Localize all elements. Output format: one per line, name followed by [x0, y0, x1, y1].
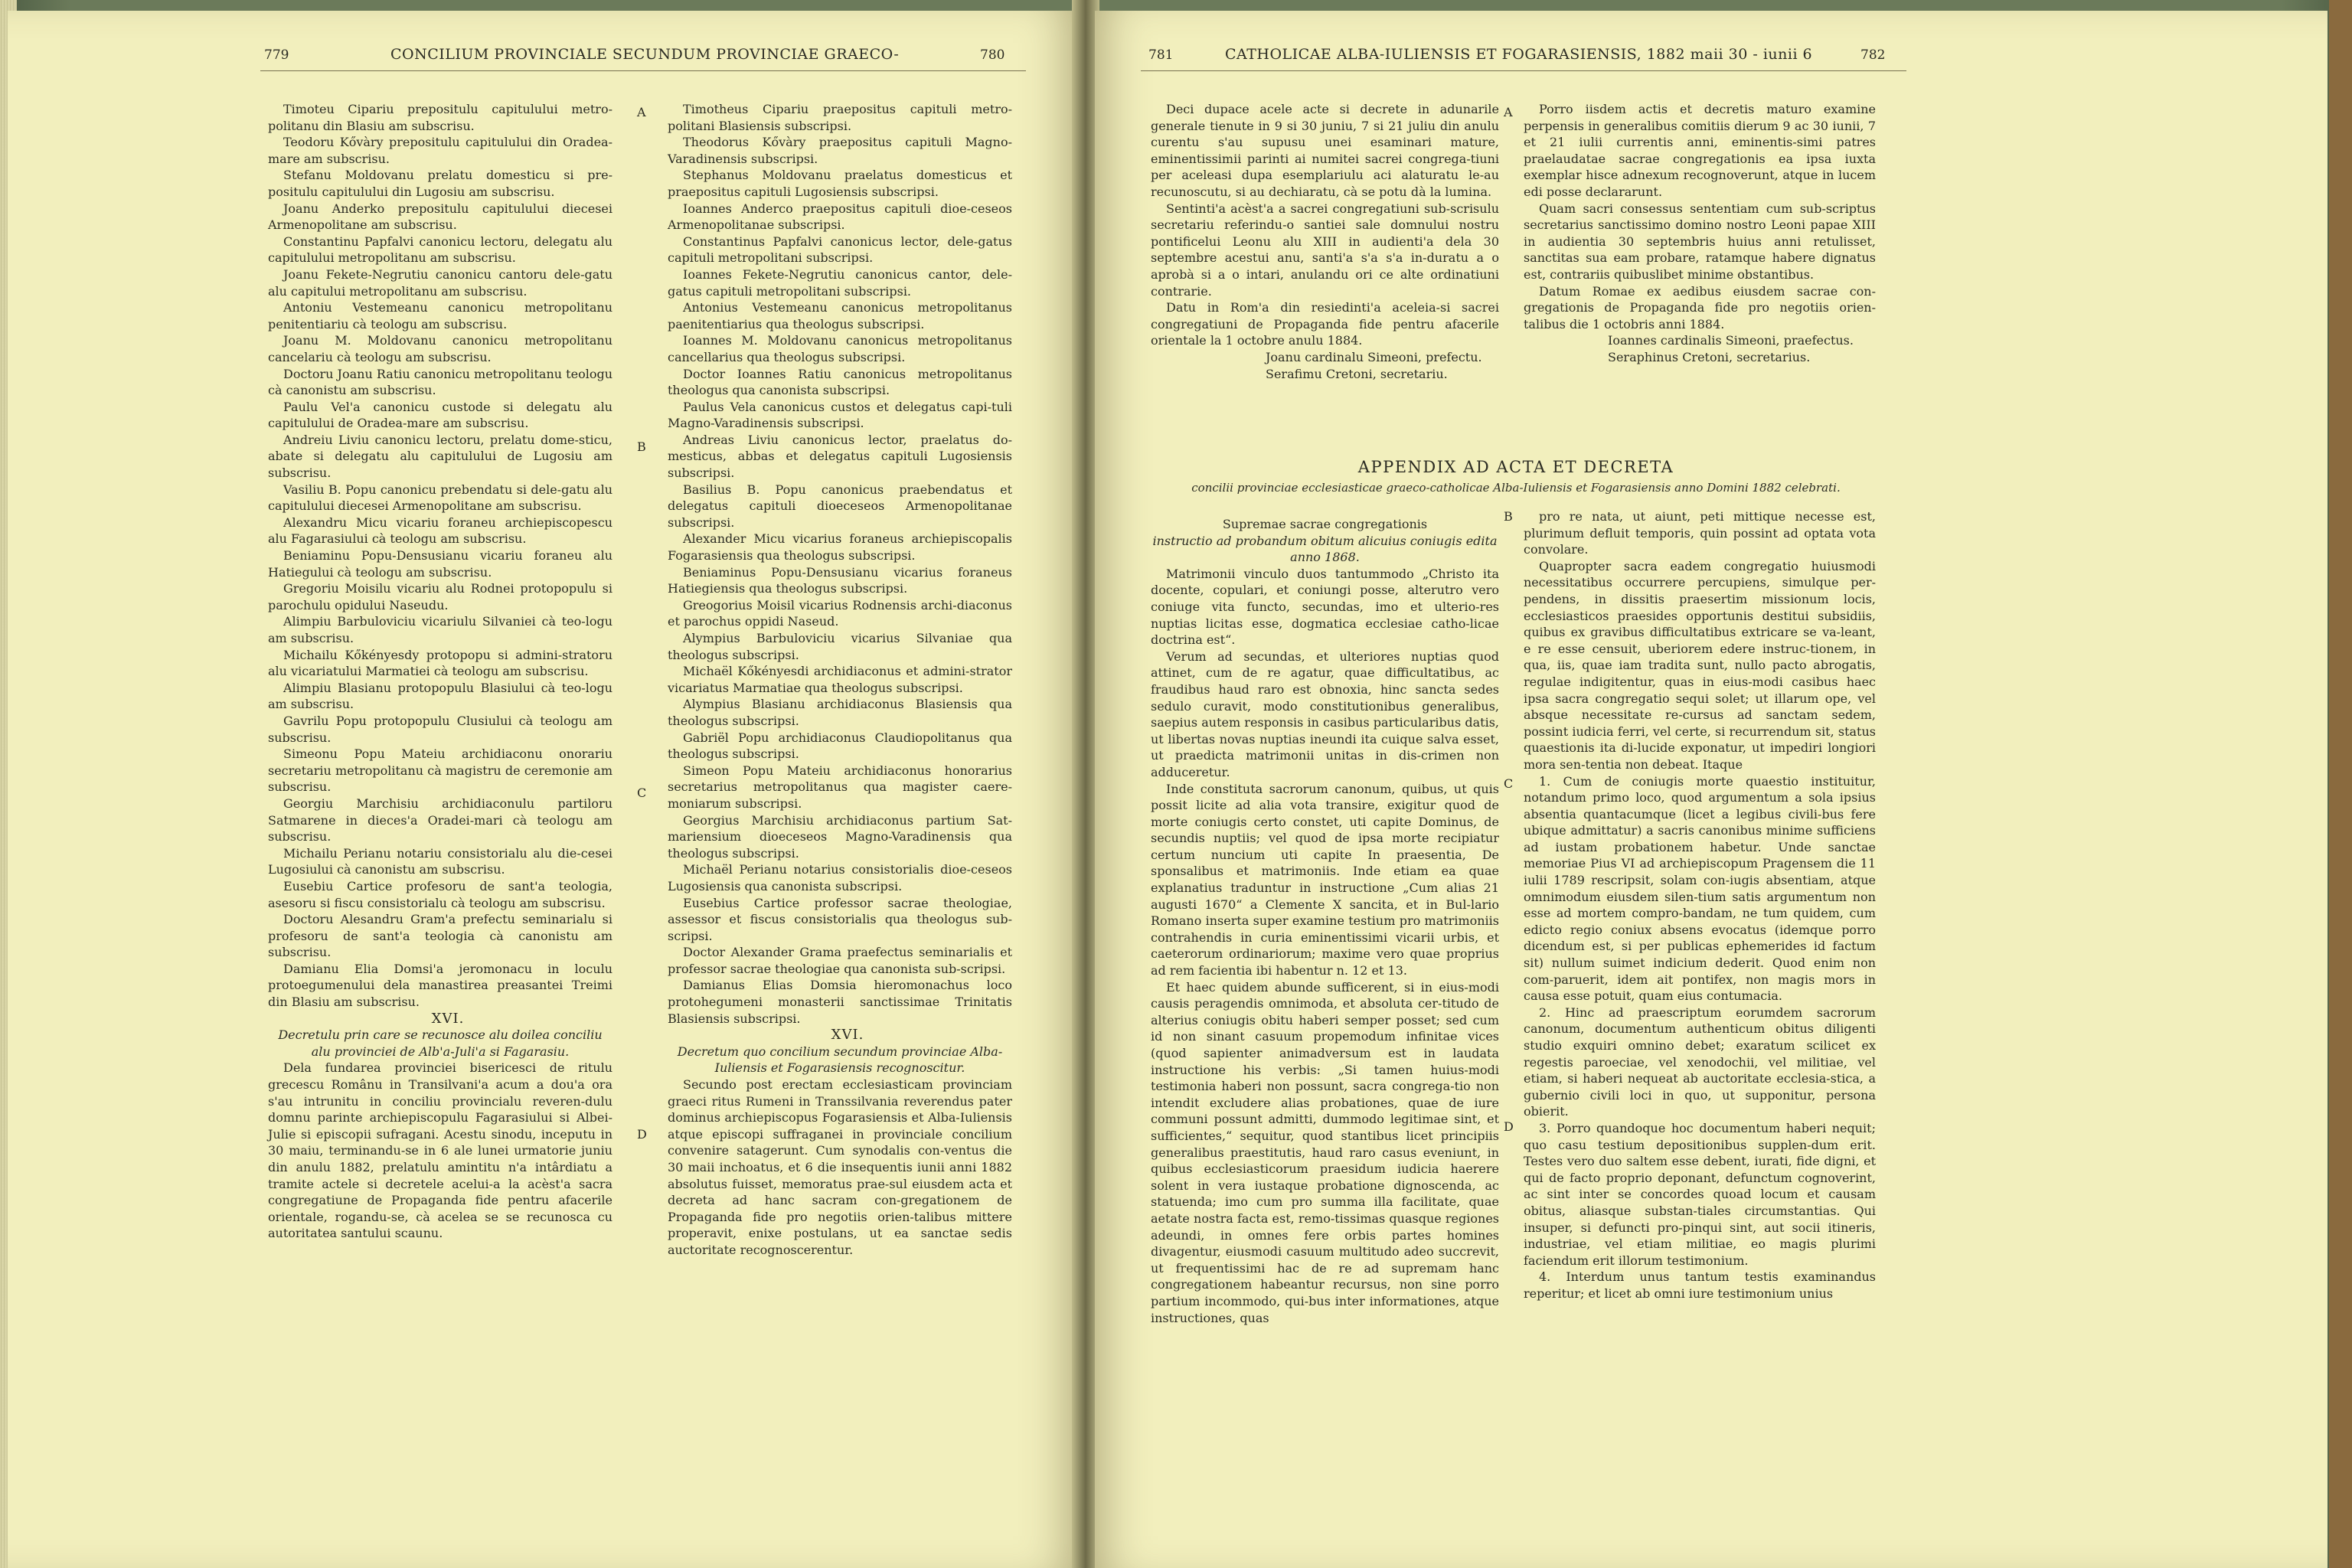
instruction-title: instructio ad probandum obitum alicuius coniugis edita anno 1868.: [1152, 533, 1498, 565]
signature-entry: Eusebiu Cartice profesoru de sant'a teologia, asesoru si fiscu consistorialu cà teologu am subscrisu.: [268, 878, 612, 910]
signature-entry: Constantinu Papfalvi canonicu lectoru, delegatu alu capitulului metropolitanu am subscrisu.: [268, 234, 612, 266]
paragraph: Datu in Rom'a din resiedinti'a aceleia-si sacrei congregatiuni de Propaganda fide pentru afacerile orientale la 1 octobre anulu 1884.: [1151, 300, 1499, 348]
signature-entry: Michailu Perianu notariu consistorialu alu die-cesei Lugosiului cà canonistu am subscrisu.: [268, 845, 612, 877]
paragraph: Porro iisdem actis et decretis maturo examine perpensis in generalibus comitiis dierum 9 ac 30 iunii, 7 et 21 iulii currentis anni, eminentis-simi patres praelaudatae sacrae congregationis ea ipsa iuxta exemplar hisce adnexum recognoverunt, atque in lucem edi posse declararunt.: [1524, 102, 1876, 199]
running-head-right: CATHOLICAE ALBA-IULIENSIS ET FOGARASIENSIS, 1882 maii 30 - iunii 6: [1225, 46, 1813, 63]
signature-entry: Gregoriu Moisilu vicariu alu Rodnei protopopulu si parochulu opidului Naseudu.: [268, 581, 612, 612]
section-number: XVI.: [431, 1010, 465, 1027]
signatory: Ioannes cardinalis Simeoni, praefectus.: [1608, 333, 1854, 348]
signatory: Serafimu Cretoni, secretariu.: [1266, 366, 1448, 381]
left-page: [8, 11, 1076, 1568]
signature-entry: Damianu Elia Domsi'a jeromonacu in loculu protoegumenului dela manastirea preasantei Treimi din Blasiu am subscrisu.: [268, 961, 612, 1010]
signature-entry: Beniaminus Popu-Densusianu vicarius foraneus Hatiegiensis qua theologus subscripsi.: [668, 564, 1012, 596]
paragraph: Inde constituta sacrorum canonum, quibus, ut quis possit licite ad alia vota transire, exigitur quod de morte coniugis certo constet, uti capite Dominus, de secundis nuptiis; vel quod de ipsa morte recipiatur certum nuncium uti capite In praesentia, De sponsalibus et matrimoniis. Inde etiam ea quae explanatius traduntur in instructione „Cum alias 21 augusti 1670“ a Clemente X sancita, et in Bul-lario Romano inserta super examine testium pro matrimoniis contrahendis in curia eminentissimi vicarii urbis, et caeterorum ordinariorum; maxime vero quae proprius ad rem facientia ibi habentur n. 12 et 13.: [1151, 781, 1499, 978]
instruction-heading: Supremae sacrae congregationis: [1222, 517, 1428, 531]
signature-entry: Michaël Perianu notarius consistorialis dioe-ceseos Lugosiensis qua canonista subscripsi.: [668, 862, 1012, 893]
right-top-column-romanian: [1151, 101, 1499, 382]
signature-entry: Gabriël Popu archidiaconus Claudiopolitanus qua theologus subscripsi.: [668, 730, 1012, 762]
paragraph: 4. Interdum unus tantum testis examinandus reperitur; et licet ab omni iure testimonium unius: [1524, 1269, 1876, 1301]
signature-entry: Alexander Micu vicarius foraneus archiepiscopalis Fogarasiensis qua theologus subscripsi.: [668, 531, 1012, 564]
signature-entry: Antonius Vestemeanu canonicus metropolitanus paenitentiarius qua theologus subscripsi.: [668, 300, 1012, 332]
paragraph: Deci dupace acele acte si decrete in adunarile generale tienute in 9 si 30 juniu, 7 si 21 juliu din anulu curentu s'au supusu unei esaminari mature, eminentissimii parinti ai numitei sacrei congrega-tiuni per aceleasi dupa esemplariulu aci alaturatu le-au recunoscutu, si au dechiaratu, cà se potu dà la lumina.: [1151, 102, 1499, 199]
signature-entry: Simeonu Popu Mateiu archidiaconu onorariu secretariu metropolitanu cà magistru de ceremonie am subscrisu.: [268, 746, 612, 795]
signature-entry: Stefanu Moldovanu prelatu domesticu si pre-positulu capitulului din Lugosiu am subscrisu.: [268, 168, 612, 199]
paragraph: Quam sacri consessus sententiam cum sub-scriptus secretarius sanctissimo domino nostro Leoni papae XIII in audientia 30 septembris huius anni retulisset, sanctitas sua eam probare, ratamque habere dignatus est, contrariis quibuslibet minime obstantibus.: [1524, 201, 1876, 282]
signature-entry: Michailu Kőkényesdy protopopu si admini-stratoru alu vicariatului Marmatiei cà teologu am subscrisu.: [268, 647, 612, 679]
margin-letter-b: B: [1504, 509, 1513, 524]
margin-letter-a: A: [1504, 105, 1513, 119]
right-lower-column-b: [1524, 508, 1876, 1302]
signature-entry: Alimpiu Blasianu protopopulu Blasiului cà teo-logu am subscrisu.: [268, 680, 612, 712]
margin-letter-a: A: [637, 105, 646, 119]
signature-entry: Ioannes Fekete-Negrutiu canonicus cantor, dele-gatus capituli metropolitani subscripsi.: [668, 266, 1012, 299]
appendix-title: APPENDIX AD ACTA ET DECRETA: [1357, 458, 1674, 476]
signatory: Joanu cardinalu Simeoni, prefectu.: [1266, 349, 1482, 364]
paragraph: Verum ad secundas, et ulteriores nuptias quod attinet, cum de re agatur, quae difficultatibus, ac fraudibus haud raro est obnoxia, hinc sancta sedes sedulo curavit, modo constitutionibus generalibus, saepius autem responsis in casibus particularibus datis, ut libertas novas nuptias ineundi ita cuique salva esset, ut praedicta matrimonii unitas in dis-crimen non adduceretur.: [1151, 648, 1499, 779]
paragraph: Matrimonii vinculo duos tantummodo „Christo ita docente, copulari, et coniungi posse, alterutro vero coniuge vita functo, secundas, imo et ulterio-res nuptias licitas esse, dogmatica ecclesiae catho-licae doctrina est“.: [1151, 566, 1499, 648]
signature-entry: Doctor Ioannes Ratiu canonicus metropolitanus theologus qua canonista subscripsi.: [668, 366, 1012, 398]
signature-entry: Ioannes Anderco praepositus capituli dioe-ceseos Armenopolitanae subscripsi.: [668, 201, 1012, 233]
margin-letter-b: B: [637, 439, 646, 454]
paragraph: pro re nata, ut aiunt, peti mittique necesse est, plurimum defluit temporis, quin possint ad optata vota convolare.: [1524, 509, 1876, 557]
signature-entry: Constantinus Papfalvi canonicus lector, dele-gatus capituli metropolitani subscripsi.: [668, 234, 1012, 266]
signature-entry: Joanu M. Moldovanu canonicu metropolitanu cancelariu cà teologu am subscrisu.: [268, 333, 612, 364]
running-head-left: CONCILIUM PROVINCIALE SECUNDUM PROVINCIAE GRAECO-: [390, 46, 900, 63]
book-cover-edge: [2329, 0, 2352, 1568]
signature-entry: Georgiu Marchisiu archidiaconulu partiloru Satmarene in dieces'a Oradei-mari cà teologu am subscrisu.: [268, 795, 612, 844]
signature-entry: Eusebius Cartice professor sacrae theologiae, assessor et fiscus consistorialis qua theologus sub-scripsi.: [668, 895, 1012, 943]
signature-entry: Theodorus Kővàry praepositus capituli Magno-Varadinensis subscripsi.: [668, 135, 1012, 166]
paragraph: Et haec quidem abunde sufficerent, si in eius-modi causis peragendis omnimoda, et absoluta cer-titudo de alterius coniugis obitu haberi semper posset; sed cum id non sinant casuum propemodum infinitae vices (quod sapienter animadversum est in laudata instructione his verbis: „Si tamen huius-modi testimonia haberi non possunt, sacra congrega-tio non intendit excludere alias probationes, quae de iure communi possunt admitti, dummodo legitimae sint, et sufficientes,“ sequitur, quod stantibus licet principiis generalibus praestitutis, haud raro casus eveniunt, in quibus ecclesiasticorum praesidum iudicia haerere solent in vera iustaque probatione dignoscenda, ac statuenda; imo cum pro summa illa facilitate, quae aetate nostra facta est, remo-tissimas quasque regiones adeundi, in omnes fere orbis partes homines divagentur, eiusmodi casuum multitudo adeo succrevit, ut frequentissimi hac de re ad supremam hanc congregationem habeantur recursus, non sine porro partium incommodo, qui-bus inter informationes, atque instructiones, quas: [1151, 979, 1499, 1325]
right-lower-column-a: [1151, 516, 1499, 1326]
decree-paragraph: Secundo post erectam ecclesiasticam provinciam graeci ritus Rumeni in Transsilvania reverendus pater dominus archiepiscopus Fogarasiensis et Alba-Iuliensis atque episcopi suffraganei in provinciale concilium convenire satagerunt. Cum synodalis con-ventus die 30 maii inchoatus, et 6 die insequentis iunii anni 1882 absolutus fuisset, memoratus prae-sul eiusdem acta et decreta ad hanc sacram con-gregationem de Propaganda fide pro negotiis orien-talibus mittere properavit, enixe postulans, ut ea sanctae sedis auctoritate recognoscerentur.: [668, 1077, 1012, 1257]
paragraph: Quapropter sacra eadem congregatio huiusmodi necessitatibus occurrere percupiens, simulque per-pendens, in dissitis praesertim missionum locis, ecclesiasticos praesides opportunis destitui subsidiis, quibus ex gravibus difficultatibus extricare se va-leant, e re esse censuit, uberiorem edere instruc-tionem, in qua, iis, quae iam tradita sunt, nullo pacto abrogatis, regulae indigitentur, quas in eius-modi casibus haec ipsa sacra congregatio sequi solet; ut illarum ope, vel absque necessitate re-cursus ad sanctam sedem, possint iudicia ferri, vel certe, si recurrendum sit, status quaestionis ita di-lucide exponatur, ut impediri longiori mora sen-tentia non debeat. Itaque: [1524, 558, 1876, 772]
folio-782: 782: [1860, 47, 1886, 63]
decree-paragraph: Dela fundarea provinciei bisericesci de ritulu grecescu Românu in Transilvani'a acum a dou'a ora s'au intrunitu in conciliu provincialu reveren-dulu domnu parinte archiepiscopulu Fagarasiului si Albei-Julie si episcopii sufragani. Acestu sinodu, inceputu in 30 maiu, terminandu-se in 6 ale lunei urmatorie juniu din anulu 1882, prelatulu amintitu n'a intârdiatu a tramite actele si decretele acelui-a la acèst'a sacra congregatiune de Propaganda fide pentru afacerile orientale, rogandu-se, cà acelea se se recunosca cu autoritatea santului scaunu.: [268, 1060, 612, 1241]
signature-entry: Doctor Alexander Grama praefectus seminarialis et professor sacrae theologiae qua canonista sub-scripsi.: [668, 945, 1012, 976]
folio-779: 779: [264, 47, 289, 63]
signature-entry: Beniaminu Popu-Densusianu vicariu foraneu alu Hatiegului cà teologu am subscrisu.: [268, 548, 612, 580]
appendix-subtitle: concilii provinciae ecclesiasticae graeco-catholicae Alba-Iuliensis et Fogarasiensis anno Domini 1882 celebrati.: [1191, 481, 1841, 495]
signature-entry: Vasiliu B. Popu canonicu prebendatu si dele-gatu alu capitulului diecesei Armenopolitane am subscrisu.: [268, 482, 612, 514]
signature-entry: Timoteu Cipariu prepositulu capitulului metro-politanu din Blasiu am subscrisu.: [268, 102, 612, 133]
section-title: Decretum quo concilium secundum provinciae Alba-Iuliensis et Fogarasiensis recognoscitur.: [677, 1044, 1003, 1076]
folio-781: 781: [1148, 47, 1174, 63]
signature-entry: Antoniu Vestemeanu canonicu metropolitanu penitentiariu cà teologu am subscrisu.: [268, 300, 612, 332]
signature-entry: Alimpiu Barbuloviciu vicariulu Silvaniei cà teo-logu am subscrisu.: [268, 614, 612, 645]
margin-letter-d: D: [637, 1127, 647, 1142]
signature-entry: Alympius Barbuloviciu vicarius Silvaniae qua theologus subscripsi.: [668, 631, 1012, 662]
signature-entry: Timotheus Cipariu praepositus capituli metro-politani Blasiensis subscripsi.: [668, 102, 1012, 133]
margin-letter-d: D: [1504, 1119, 1514, 1134]
paragraph: Datum Romae ex aedibus eiusdem sacrae con-gregationis de Propaganda fide pro negotiis orien-talibus die 1 octobris anni 1884.: [1524, 283, 1876, 332]
signature-entry: Damianus Elias Domsia hieromonachus loco protohegumeni monasterii sanctissimae Trinitatis Blasiensis subscripsi.: [668, 978, 1012, 1026]
right-page: [1095, 11, 2328, 1568]
signature-entry: Paulus Vela canonicus custos et delegatus capi-tuli Magno-Varadinensis subscripsi.: [668, 399, 1012, 431]
folio-780: 780: [980, 47, 1005, 63]
header-rule: [1141, 70, 1906, 71]
signature-entry: Greogorius Moisil vicarius Rodnensis archi-diaconus et parochus oppidi Naseud.: [668, 597, 1012, 629]
left-column-romanian: [268, 101, 612, 1242]
signature-entry: Michaël Kőkényesdi archidiaconus et admini-strator vicariatus Marmatiae qua theologus subscripsi.: [668, 664, 1012, 695]
margin-letter-c: C: [637, 786, 647, 800]
signature-entry: Alexandru Micu vicariu foraneu archiepiscopescu alu Fagarasiului cà teologu am subscrisu.: [268, 514, 612, 547]
signature-entry: Stephanus Moldovanu praelatus domesticus et praepositus capituli Lugosiensis subscripsi.: [668, 168, 1012, 199]
signature-entry: Doctoru Joanu Ratiu canonicu metropolitanu teologu cà canonistu am subscrisu.: [268, 366, 612, 398]
signature-entry: Joanu Anderko prepositulu capitulului diecesei Armenopolitane am subscrisu.: [268, 201, 612, 233]
signature-entry: Paulu Vel'a canonicu custode si delegatu alu capitulului de Oradea-mare am subscrisu.: [268, 399, 612, 431]
signatory: Seraphinus Cretoni, secretarius.: [1608, 349, 1811, 364]
signature-entry: Simeon Popu Mateiu archidiaconus honorarius secretarius metropolitanus qua magister caere-moniarum subscripsi.: [668, 763, 1012, 811]
paragraph: Sentinti'a acèst'a a sacrei congregatiuni sub-scrisulu secretariu referindu-o santiei sale domnului nostru pontificelui Leonu alu XIII in audienti'a dela 30 septembre acestui anu, santi'a s'a s'a in-duratu a o aprobà si a o intari, anulandu ori ce alte ordinatiuni contrarie.: [1151, 201, 1499, 299]
signature-entry: Gavrilu Popu protopopulu Clusiului cà teologu am subscrisu.: [268, 713, 612, 745]
signature-entry: Joanu Fekete-Negrutiu canonicu cantoru dele-gatu alu capitului metropolitanu am subscrisu.: [268, 266, 612, 299]
paragraph: 3. Porro quandoque hoc documentum haberi nequit; quo casu testium depositionibus supplen-dum erit. Testes vero duo saltem esse debent, iurati, fide digni, et qui de facto proprio deponant, defunctum cognoverint, ac sint inter se concordes quoad locum et causam obitus, aliasque substan-tiales circumstantias. Qui insuper, si defuncti pro-pinqui sint, aut socii itineris, industriae, vel etiam militiae, eo magis plurimi faciendum erit illorum testimonium.: [1524, 1120, 1876, 1268]
paragraph: 2. Hinc ad praescriptum eorumdem sacrorum canonum, documentum authenticum obitus diligenti studio exquiri omnino debet; exaratum scilicet ex regestis paroeciae, vel xenodochii, vel militiae, vel etiam, si haberi nequeat ab auctoritate ecclesia-stica, a gubernio civili loci in quo, ut supponitur, persona obierit.: [1524, 1004, 1876, 1119]
signature-entry: Doctoru Alesandru Gram'a prefectu seminarialu si profesoru de sant'a teologia cà canonistu am subscrisu.: [268, 912, 612, 960]
header-rule: [260, 70, 1026, 71]
section-number: XVI.: [831, 1027, 864, 1044]
signature-entry: Andreiu Liviu canonicu lectoru, prelatu dome-sticu, abate si delegatu alu capitulului de Lugosiu am subscrisu.: [268, 432, 612, 481]
margin-letter-c: C: [1504, 776, 1514, 791]
signature-entry: Ioannes M. Moldovanu canonicus metropolitanus cancellarius qua theologus subscripsi.: [668, 333, 1012, 364]
signature-entry: Georgius Marchisiu archidiaconus partium Sat-mariensium dioeceseos Magno-Varadinensis qua theologus subscripsi.: [668, 812, 1012, 861]
signature-entry: Teodoru Kővàry prepositulu capitulului din Oradea-mare am subscrisu.: [268, 135, 612, 166]
right-top-column-latin: [1524, 101, 1876, 366]
signature-entry: Alympius Blasianu archidiaconus Blasiensis qua theologus subscripsi.: [668, 697, 1012, 728]
paragraph: 1. Cum de coniugis morte quaestio instituitur, notandum primo loco, quod argumentum a sola ipsius absentia quantacumque (licet a legibus civili-bus fere ubique admittatur) a sacris canonibus minime sufficiens ad iustam probationem habetur. Unde sanctae memoriae Pius VI ad archiepiscopum Pragensem die 11 iulii 1789 rescripsit, solam con-iugis absentiam, atque omnimodum eiusdem silen-tium satis argumentum non esse ad mortem compro-bandam, ne tum quidem, cum edicto regio coniux absens evocatus (idemque porro dicendum est, si per publicas ephemerides id factum sit) nullum suimet indicium dederit. Quod enim non com-paruerit, idem ait pontifex, non magis mors in causa esse potuit, quam eius contumacia.: [1524, 773, 1876, 1004]
section-title: Decretulu prin care se recunosce alu doilea conciliu alu provinciei de Alb'a-Juli'a si Fagarasiu.: [278, 1027, 603, 1059]
left-column-latin: [668, 101, 1012, 1259]
signature-entry: Andreas Liviu canonicus lector, praelatus do-mesticus, abbas et delegatus capituli Lugosiensis subscripsi.: [668, 432, 1012, 481]
signature-entry: Basilius B. Popu canonicus praebendatus et delegatus capituli dioeceseos Armenopolitanae subscripsi.: [668, 482, 1012, 530]
